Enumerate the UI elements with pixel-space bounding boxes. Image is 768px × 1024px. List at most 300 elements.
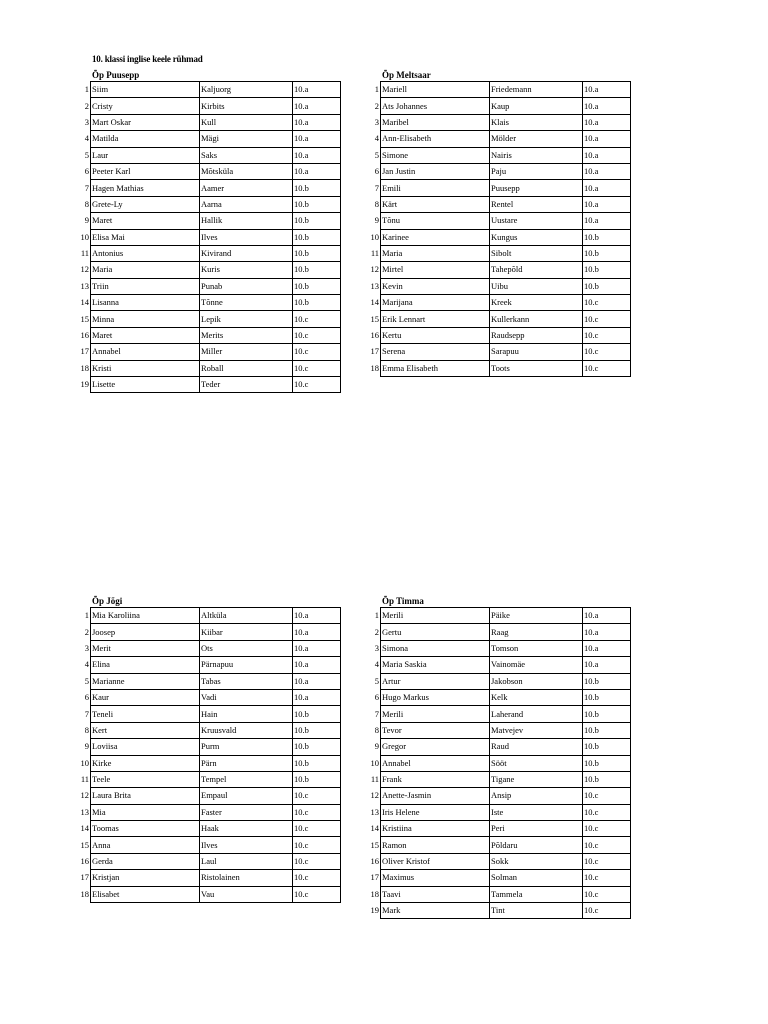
class-cell: 10.c bbox=[293, 788, 341, 804]
last-name-cell: Altküla bbox=[200, 608, 293, 624]
table-row bbox=[368, 213, 631, 229]
row-number: 8 bbox=[374, 724, 379, 735]
class-cell: 10.b bbox=[583, 278, 631, 294]
last-name-cell: Laherand bbox=[490, 706, 583, 722]
first-name-cell: Taavi bbox=[381, 886, 490, 902]
first-name-cell: Ramon bbox=[381, 837, 490, 853]
last-name-cell: Sööt bbox=[490, 755, 583, 771]
last-name-cell: Sokk bbox=[490, 853, 583, 869]
last-name-cell: Tabas bbox=[200, 673, 293, 689]
row-number: 11 bbox=[80, 248, 89, 259]
table-row bbox=[78, 311, 341, 327]
table-row bbox=[78, 657, 341, 673]
class-cell: 10.c bbox=[583, 821, 631, 837]
row-number: 13 bbox=[80, 806, 89, 817]
row-number: 13 bbox=[370, 280, 379, 291]
table-row bbox=[78, 706, 341, 722]
last-name-cell: Vainomäe bbox=[490, 657, 583, 673]
last-name-cell: Peri bbox=[490, 821, 583, 837]
table-row bbox=[78, 229, 341, 245]
class-cell: 10.a bbox=[583, 114, 631, 130]
row-number: 3 bbox=[374, 116, 379, 127]
row-number: 17 bbox=[80, 346, 89, 357]
first-name-cell: Frank bbox=[381, 771, 490, 787]
table-row bbox=[368, 673, 631, 689]
class-cell: 10.b bbox=[293, 739, 341, 755]
last-name-cell: Päike bbox=[490, 608, 583, 624]
first-name-cell: Tevor bbox=[381, 722, 490, 738]
table-row bbox=[78, 722, 341, 738]
row-number: 11 bbox=[370, 248, 379, 259]
row-number: 1 bbox=[84, 610, 89, 621]
table-row bbox=[368, 771, 631, 787]
first-name-cell: Mark bbox=[381, 903, 490, 919]
row-number: 1 bbox=[374, 610, 379, 621]
table-row bbox=[368, 821, 631, 837]
row-number: 1 bbox=[374, 84, 379, 95]
last-name-cell: Sibolt bbox=[490, 245, 583, 261]
row-number: 6 bbox=[84, 692, 89, 703]
class-cell: 10.c bbox=[583, 327, 631, 343]
last-name-cell: Haak bbox=[200, 821, 293, 837]
row-number: 3 bbox=[374, 642, 379, 653]
class-cell: 10.b bbox=[293, 278, 341, 294]
last-name-cell: Aamer bbox=[200, 180, 293, 196]
table-row bbox=[78, 771, 341, 787]
first-name-cell: Kevin bbox=[381, 278, 490, 294]
first-name-cell: Anna bbox=[91, 837, 200, 853]
first-name-cell: Antonius bbox=[91, 245, 200, 261]
row-number: 8 bbox=[84, 198, 89, 209]
row-number: 19 bbox=[80, 379, 89, 390]
first-name-cell: Lisette bbox=[91, 377, 200, 393]
class-cell: 10.a bbox=[583, 640, 631, 656]
table-row bbox=[78, 837, 341, 853]
last-name-cell: Miller bbox=[200, 344, 293, 360]
first-name-cell: Simone bbox=[381, 147, 490, 163]
class-cell: 10.a bbox=[293, 640, 341, 656]
class-cell: 10.a bbox=[293, 624, 341, 640]
last-name-cell: Hallik bbox=[200, 213, 293, 229]
table-row bbox=[368, 624, 631, 640]
last-name-cell: Pärn bbox=[200, 755, 293, 771]
row-number: 5 bbox=[374, 675, 379, 686]
row-number: 7 bbox=[374, 708, 379, 719]
class-cell: 10.c bbox=[293, 377, 341, 393]
first-name-cell: Mirtel bbox=[381, 262, 490, 278]
teacher-title: Õp Puusepp bbox=[92, 70, 140, 80]
last-name-cell: Lepik bbox=[200, 311, 293, 327]
first-name-cell: Kristi bbox=[91, 360, 200, 376]
row-number: 2 bbox=[374, 100, 379, 111]
class-cell: 10.c bbox=[293, 821, 341, 837]
table-row bbox=[78, 624, 341, 640]
class-cell: 10.a bbox=[583, 98, 631, 114]
first-name-cell: Grete-Ly bbox=[91, 196, 200, 212]
first-name-cell: Kert bbox=[91, 722, 200, 738]
table-row bbox=[368, 311, 631, 327]
table-row bbox=[368, 245, 631, 261]
table-row bbox=[78, 327, 341, 343]
row-number: 7 bbox=[374, 182, 379, 193]
row-number: 7 bbox=[84, 708, 89, 719]
row-number: 16 bbox=[370, 856, 379, 867]
last-name-cell: Rentel bbox=[490, 196, 583, 212]
row-number: 17 bbox=[80, 872, 89, 883]
class-cell: 10.b bbox=[583, 229, 631, 245]
class-cell: 10.a bbox=[583, 147, 631, 163]
row-number: 11 bbox=[80, 774, 89, 785]
row-number: 2 bbox=[84, 100, 89, 111]
row-number: 10 bbox=[80, 231, 89, 242]
class-cell: 10.b bbox=[293, 706, 341, 722]
row-number: 15 bbox=[80, 313, 89, 324]
row-number: 2 bbox=[374, 626, 379, 637]
row-number: 12 bbox=[370, 264, 379, 275]
last-name-cell: Saks bbox=[200, 147, 293, 163]
row-number: 14 bbox=[370, 823, 379, 834]
last-name-cell: Iste bbox=[490, 804, 583, 820]
table-row bbox=[368, 722, 631, 738]
first-name-cell: Loviisa bbox=[91, 739, 200, 755]
last-name-cell: Raud bbox=[490, 739, 583, 755]
table-row bbox=[368, 262, 631, 278]
row-number: 4 bbox=[84, 133, 89, 144]
class-cell: 10.a bbox=[293, 657, 341, 673]
class-cell: 10.a bbox=[293, 147, 341, 163]
first-name-cell: Maria Saskia bbox=[381, 657, 490, 673]
class-cell: 10.a bbox=[583, 608, 631, 624]
row-number: 17 bbox=[370, 346, 379, 357]
first-name-cell: Teele bbox=[91, 771, 200, 787]
teacher-title: Õp Meltsaar bbox=[382, 70, 431, 80]
last-name-cell: Vau bbox=[200, 886, 293, 902]
first-name-cell: Triin bbox=[91, 278, 200, 294]
first-name-cell: Laura Brita bbox=[91, 788, 200, 804]
table-row bbox=[368, 229, 631, 245]
table-row bbox=[368, 147, 631, 163]
last-name-cell: Klais bbox=[490, 114, 583, 130]
row-number: 3 bbox=[84, 642, 89, 653]
row-number: 6 bbox=[374, 692, 379, 703]
last-name-cell: Laul bbox=[200, 853, 293, 869]
student-table bbox=[368, 607, 631, 919]
first-name-cell: Oliver Kristof bbox=[381, 853, 490, 869]
row-number: 6 bbox=[374, 166, 379, 177]
first-name-cell: Iris Helene bbox=[381, 804, 490, 820]
row-number: 10 bbox=[80, 757, 89, 768]
group-puusepp bbox=[78, 69, 341, 393]
table-row bbox=[78, 213, 341, 229]
table-row bbox=[78, 196, 341, 212]
class-cell: 10.b bbox=[293, 295, 341, 311]
class-cell: 10.c bbox=[293, 837, 341, 853]
first-name-cell: Peeter Karl bbox=[91, 163, 200, 179]
last-name-cell: Ots bbox=[200, 640, 293, 656]
last-name-cell: Sarapuu bbox=[490, 344, 583, 360]
row-number: 8 bbox=[84, 724, 89, 735]
table-row bbox=[78, 180, 341, 196]
first-name-cell: Simona bbox=[381, 640, 490, 656]
first-name-cell: Maret bbox=[91, 327, 200, 343]
last-name-cell: Tempel bbox=[200, 771, 293, 787]
first-name-cell: Laur bbox=[91, 147, 200, 163]
row-number: 9 bbox=[84, 741, 89, 752]
first-name-cell: Mia bbox=[91, 804, 200, 820]
first-name-cell: Marianne bbox=[91, 673, 200, 689]
first-name-cell: Minna bbox=[91, 311, 200, 327]
last-name-cell: Kelk bbox=[490, 689, 583, 705]
last-name-cell: Teder bbox=[200, 377, 293, 393]
last-name-cell: Ilves bbox=[200, 837, 293, 853]
table-row bbox=[78, 82, 341, 98]
class-cell: 10.a bbox=[293, 689, 341, 705]
class-cell: 10.c bbox=[293, 870, 341, 886]
table-row bbox=[78, 870, 341, 886]
last-name-cell: Tint bbox=[490, 903, 583, 919]
class-cell: 10.a bbox=[293, 82, 341, 98]
table-row bbox=[368, 657, 631, 673]
row-number: 14 bbox=[370, 297, 379, 308]
first-name-cell: Merit bbox=[91, 640, 200, 656]
class-cell: 10.a bbox=[583, 657, 631, 673]
first-name-cell: Hugo Markus bbox=[381, 689, 490, 705]
first-name-cell: Jan Justin bbox=[381, 163, 490, 179]
table-row bbox=[368, 295, 631, 311]
table-row bbox=[368, 689, 631, 705]
first-name-cell: Kirke bbox=[91, 755, 200, 771]
first-name-cell: Kertu bbox=[381, 327, 490, 343]
class-cell: 10.c bbox=[583, 804, 631, 820]
class-cell: 10.c bbox=[583, 870, 631, 886]
row-number: 10 bbox=[370, 231, 379, 242]
first-name-cell: Marijana bbox=[381, 295, 490, 311]
last-name-cell: Pärnapuu bbox=[200, 657, 293, 673]
first-name-cell: Mia Karoliina bbox=[91, 608, 200, 624]
table-row bbox=[368, 739, 631, 755]
class-cell: 10.a bbox=[293, 608, 341, 624]
class-cell: 10.a bbox=[583, 163, 631, 179]
first-name-cell: Kristiina bbox=[381, 821, 490, 837]
first-name-cell: Elina bbox=[91, 657, 200, 673]
first-name-cell: Elisabet bbox=[91, 886, 200, 902]
first-name-cell: Erik Lennart bbox=[381, 311, 490, 327]
class-cell: 10.a bbox=[583, 131, 631, 147]
first-name-cell: Kärt bbox=[381, 196, 490, 212]
first-name-cell: Mart Oskar bbox=[91, 114, 200, 130]
class-cell: 10.c bbox=[293, 344, 341, 360]
table-row bbox=[368, 788, 631, 804]
last-name-cell: Kiibar bbox=[200, 624, 293, 640]
row-number: 6 bbox=[84, 166, 89, 177]
first-name-cell: Anette-Jasmin bbox=[381, 788, 490, 804]
row-number: 15 bbox=[80, 839, 89, 850]
class-cell: 10.c bbox=[583, 886, 631, 902]
class-cell: 10.a bbox=[583, 196, 631, 212]
row-number: 10 bbox=[370, 757, 379, 768]
table-row bbox=[368, 886, 631, 902]
table-row bbox=[368, 82, 631, 98]
group-timma bbox=[368, 595, 631, 919]
first-name-cell: Emili bbox=[381, 180, 490, 196]
last-name-cell: Purm bbox=[200, 739, 293, 755]
table-row bbox=[368, 360, 631, 376]
group-jogi bbox=[78, 595, 341, 903]
table-row bbox=[368, 180, 631, 196]
last-name-cell: Kungus bbox=[490, 229, 583, 245]
last-name-cell: Faster bbox=[200, 804, 293, 820]
last-name-cell: Puusepp bbox=[490, 180, 583, 196]
class-cell: 10.a bbox=[293, 673, 341, 689]
table-row bbox=[78, 853, 341, 869]
class-cell: 10.c bbox=[583, 344, 631, 360]
last-name-cell: Kivirand bbox=[200, 245, 293, 261]
first-name-cell: Teneli bbox=[91, 706, 200, 722]
class-cell: 10.b bbox=[583, 706, 631, 722]
first-name-cell: Annabel bbox=[91, 344, 200, 360]
last-name-cell: Kruusvald bbox=[200, 722, 293, 738]
first-name-cell: Tõnu bbox=[381, 213, 490, 229]
class-cell: 10.b bbox=[293, 262, 341, 278]
row-number: 18 bbox=[370, 362, 379, 373]
last-name-cell: Ilves bbox=[200, 229, 293, 245]
row-number: 12 bbox=[370, 790, 379, 801]
table-row bbox=[78, 821, 341, 837]
class-cell: 10.b bbox=[293, 245, 341, 261]
last-name-cell: Ansip bbox=[490, 788, 583, 804]
row-number: 5 bbox=[374, 149, 379, 160]
table-row bbox=[78, 360, 341, 376]
first-name-cell: Annabel bbox=[381, 755, 490, 771]
last-name-cell: Kullerkann bbox=[490, 311, 583, 327]
first-name-cell: Elisa Mai bbox=[91, 229, 200, 245]
first-name-cell: Mariell bbox=[381, 82, 490, 98]
last-name-cell: Toots bbox=[490, 360, 583, 376]
row-number: 13 bbox=[370, 806, 379, 817]
last-name-cell: Mõtsküla bbox=[200, 163, 293, 179]
row-number: 11 bbox=[370, 774, 379, 785]
class-cell: 10.b bbox=[293, 229, 341, 245]
student-table bbox=[78, 81, 341, 393]
class-cell: 10.b bbox=[583, 245, 631, 261]
first-name-cell: Merili bbox=[381, 706, 490, 722]
table-row bbox=[78, 886, 341, 902]
class-cell: 10.b bbox=[583, 722, 631, 738]
first-name-cell: Maximus bbox=[381, 870, 490, 886]
table-row bbox=[78, 131, 341, 147]
row-number: 4 bbox=[374, 133, 379, 144]
table-row bbox=[78, 755, 341, 771]
last-name-cell: Põldaru bbox=[490, 837, 583, 853]
first-name-cell: Kristjan bbox=[91, 870, 200, 886]
first-name-cell: Karinee bbox=[381, 229, 490, 245]
last-name-cell: Kull bbox=[200, 114, 293, 130]
last-name-cell: Raudsepp bbox=[490, 327, 583, 343]
last-name-cell: Hain bbox=[200, 706, 293, 722]
first-name-cell: Joosep bbox=[91, 624, 200, 640]
row-number: 18 bbox=[80, 888, 89, 899]
table-row bbox=[78, 673, 341, 689]
first-name-cell: Maribel bbox=[381, 114, 490, 130]
row-number: 19 bbox=[370, 905, 379, 916]
class-cell: 10.a bbox=[293, 163, 341, 179]
table-row bbox=[78, 245, 341, 261]
last-name-cell: Punab bbox=[200, 278, 293, 294]
first-name-cell: Matilda bbox=[91, 131, 200, 147]
last-name-cell: Matvejev bbox=[490, 722, 583, 738]
table-row bbox=[368, 327, 631, 343]
last-name-cell: Vadi bbox=[200, 689, 293, 705]
document-title: 10. klassi inglise keele rühmad bbox=[92, 54, 203, 64]
class-cell: 10.c bbox=[293, 853, 341, 869]
table-row bbox=[368, 131, 631, 147]
class-cell: 10.c bbox=[293, 327, 341, 343]
table-row bbox=[368, 163, 631, 179]
class-cell: 10.b bbox=[293, 771, 341, 787]
row-number: 3 bbox=[84, 116, 89, 127]
last-name-cell: Ristolainen bbox=[200, 870, 293, 886]
class-cell: 10.c bbox=[293, 311, 341, 327]
table-row bbox=[78, 640, 341, 656]
last-name-cell: Mägi bbox=[200, 131, 293, 147]
table-row bbox=[78, 114, 341, 130]
row-number: 4 bbox=[84, 659, 89, 670]
last-name-cell: Nairis bbox=[490, 147, 583, 163]
table-row bbox=[78, 147, 341, 163]
last-name-cell: Friedemann bbox=[490, 82, 583, 98]
table-row bbox=[78, 278, 341, 294]
class-cell: 10.b bbox=[293, 755, 341, 771]
last-name-cell: Tõnne bbox=[200, 295, 293, 311]
table-row bbox=[78, 788, 341, 804]
last-name-cell: Kirbits bbox=[200, 98, 293, 114]
student-table bbox=[368, 81, 631, 377]
last-name-cell: Roball bbox=[200, 360, 293, 376]
last-name-cell: Tahepõld bbox=[490, 262, 583, 278]
first-name-cell: Cristy bbox=[91, 98, 200, 114]
class-cell: 10.c bbox=[293, 886, 341, 902]
table-row bbox=[368, 98, 631, 114]
last-name-cell: Raag bbox=[490, 624, 583, 640]
first-name-cell: Siim bbox=[91, 82, 200, 98]
row-number: 16 bbox=[80, 330, 89, 341]
row-number: 12 bbox=[80, 264, 89, 275]
first-name-cell: Merili bbox=[381, 608, 490, 624]
table-row bbox=[368, 640, 631, 656]
class-cell: 10.b bbox=[583, 739, 631, 755]
class-cell: 10.a bbox=[293, 114, 341, 130]
row-number: 14 bbox=[80, 297, 89, 308]
first-name-cell: Kaur bbox=[91, 689, 200, 705]
row-number: 4 bbox=[374, 659, 379, 670]
class-cell: 10.a bbox=[583, 213, 631, 229]
last-name-cell: Uustare bbox=[490, 213, 583, 229]
last-name-cell: Jakobson bbox=[490, 673, 583, 689]
row-number: 15 bbox=[370, 839, 379, 850]
row-number: 9 bbox=[374, 741, 379, 752]
last-name-cell: Aarna bbox=[200, 196, 293, 212]
last-name-cell: Tomson bbox=[490, 640, 583, 656]
table-row bbox=[368, 804, 631, 820]
class-cell: 10.b bbox=[583, 689, 631, 705]
last-name-cell: Uibu bbox=[490, 278, 583, 294]
table-row bbox=[368, 608, 631, 624]
last-name-cell: Solman bbox=[490, 870, 583, 886]
class-cell: 10.a bbox=[293, 98, 341, 114]
class-cell: 10.c bbox=[583, 360, 631, 376]
row-number: 7 bbox=[84, 182, 89, 193]
table-row bbox=[78, 739, 341, 755]
